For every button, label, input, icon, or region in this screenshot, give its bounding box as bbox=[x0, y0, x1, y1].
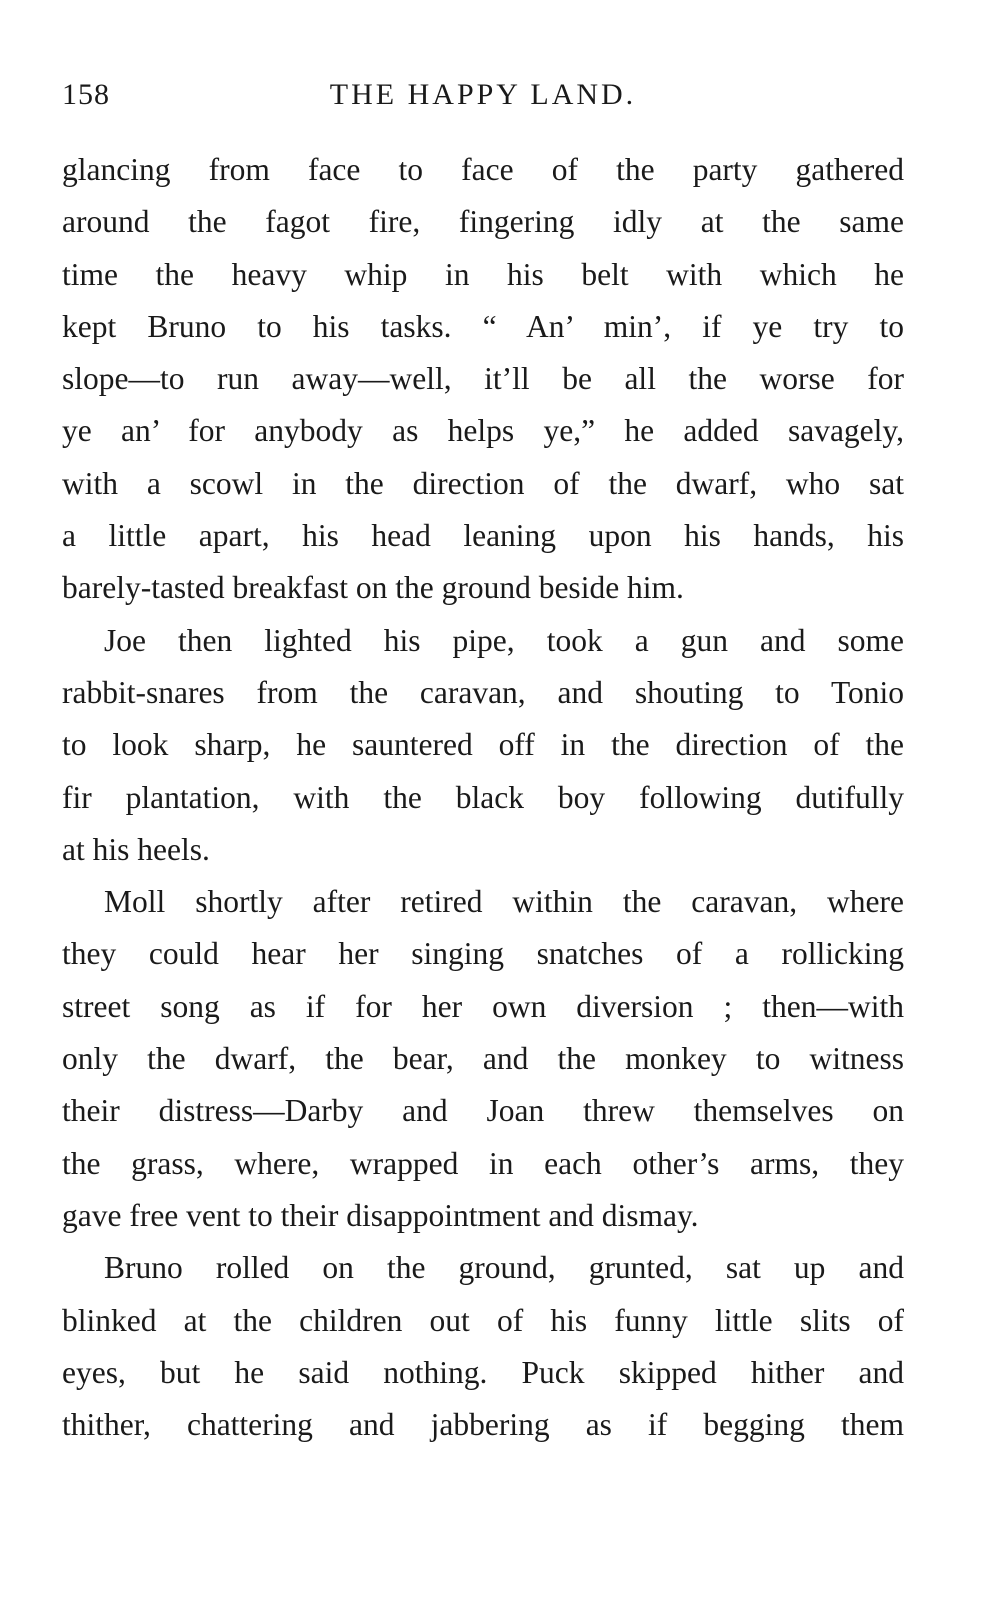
text-line: blinked at the children out of his funny little slits of bbox=[62, 1302, 904, 1338]
text-line: time the heavy whip in his belt with which he bbox=[62, 256, 904, 292]
text-line: kept Bruno to his tasks. “ An’ min’, if ye try to bbox=[62, 308, 904, 344]
text-line: their distress—Darby and Joan threw themselves on bbox=[62, 1093, 904, 1129]
running-title: THE HAPPY LAND. bbox=[329, 78, 637, 111]
paragraph bbox=[62, 144, 904, 615]
page-number: 158 bbox=[62, 78, 110, 111]
text-line: ye an’ for anybody as helps ye,” he added savagely, bbox=[62, 413, 904, 449]
text-line: the grass, where, wrapped in each other’s arms, they bbox=[62, 1145, 904, 1181]
book-page bbox=[62, 76, 904, 1451]
paragraph bbox=[62, 615, 904, 876]
text-line: only the dwarf, the bear, and the monkey to witness bbox=[62, 1041, 904, 1077]
text-line: thither, chattering and jabbering as if begging them bbox=[62, 1407, 904, 1443]
text-line: glancing from face to face of the party gathered bbox=[62, 152, 904, 187]
text-line: gave free vent to their disappointment and dismay. bbox=[62, 1197, 699, 1233]
text-line: Bruno rolled on the ground, grunted, sat up and bbox=[104, 1250, 904, 1286]
text-line: barely-tasted breakfast on the ground beside him. bbox=[62, 570, 684, 606]
running-head bbox=[62, 76, 904, 114]
body-text bbox=[62, 144, 904, 1451]
text-line: to look sharp, he sauntered off in the direction of the bbox=[62, 727, 904, 763]
text-line: with a scowl in the direction of the dwarf, who sat bbox=[62, 465, 904, 501]
paragraph bbox=[62, 1242, 904, 1451]
text-line: at his heels. bbox=[62, 831, 210, 867]
text-line: eyes, but he said nothing. Puck skipped hither and bbox=[62, 1354, 904, 1390]
text-line: slope—to run away—well, it’ll be all the worse for bbox=[62, 361, 904, 397]
text-line: fir plantation, with the black boy following dutifully bbox=[62, 779, 904, 815]
text-line: a little apart, his head leaning upon his hands, his bbox=[62, 518, 904, 554]
text-line: street song as if for her own diversion ; then—with bbox=[62, 988, 904, 1024]
text-line: rabbit-snares from the caravan, and shouting to Tonio bbox=[62, 674, 904, 710]
text-line: around the fagot fire, fingering idly at the same bbox=[62, 204, 904, 240]
text-line: Joe then lighted his pipe, took a gun and some bbox=[104, 622, 904, 658]
paragraph bbox=[62, 876, 904, 1242]
text-line: Moll shortly after retired within the caravan, where bbox=[104, 884, 904, 920]
text-line: they could hear her singing snatches of a rollicking bbox=[62, 936, 904, 972]
